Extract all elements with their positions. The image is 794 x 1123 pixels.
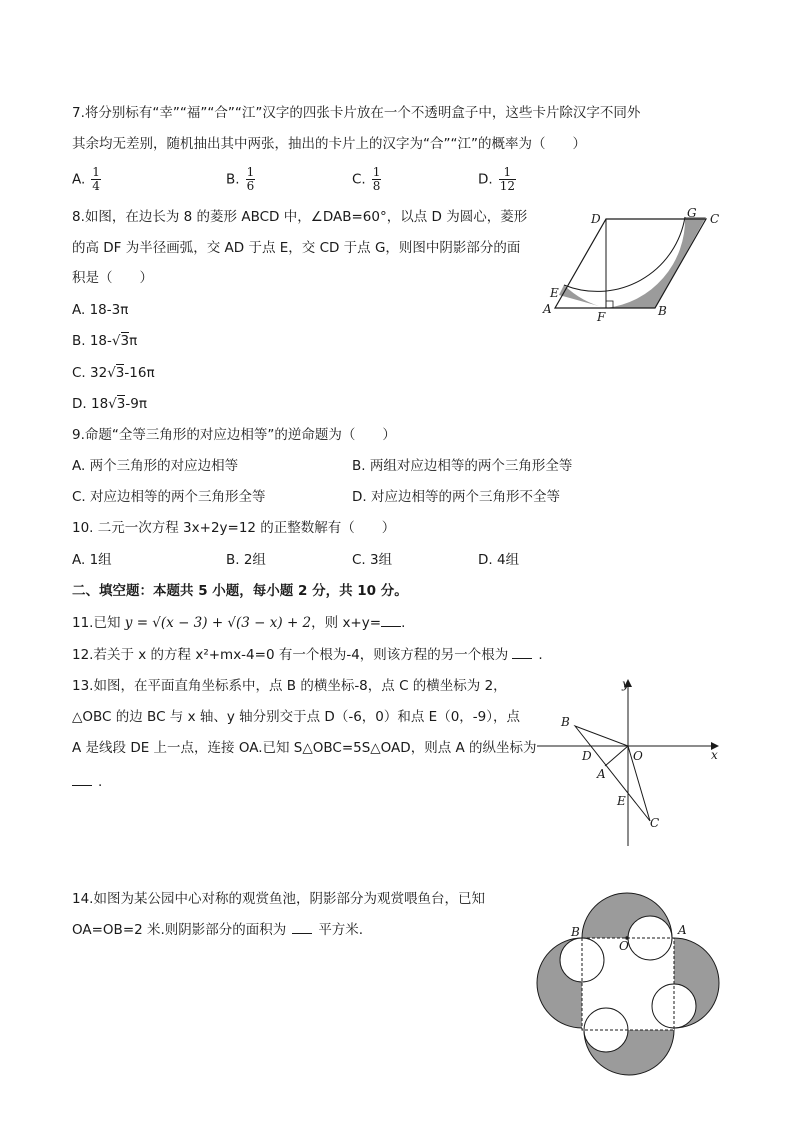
q8-stem-line3: 积是（ ） bbox=[72, 270, 153, 286]
q10-option-b: B. 2组 bbox=[226, 552, 266, 568]
rhombus-abcd bbox=[555, 219, 706, 308]
period: . bbox=[401, 615, 406, 631]
label-y: y bbox=[622, 677, 629, 691]
q14-stem-line2 bbox=[72, 920, 363, 940]
label-a: A bbox=[678, 923, 687, 937]
label-e: E bbox=[550, 286, 559, 300]
option-letter: C. bbox=[352, 171, 366, 188]
q7-option-b bbox=[226, 166, 255, 193]
q12-stem bbox=[72, 645, 543, 665]
label-a: A bbox=[597, 767, 606, 781]
radicand: 3 bbox=[116, 396, 126, 412]
q10-stem: 10. 二元一次方程 3x+2y=12 的正整数解有（ ） bbox=[72, 520, 396, 536]
option-letter: B. bbox=[226, 171, 240, 188]
q8-option-d bbox=[72, 394, 147, 414]
label-d: D bbox=[582, 749, 592, 763]
segment-oa bbox=[605, 746, 628, 766]
q13-stem-line1: 13.如图，在平面直角坐标系中，点 B 的横坐标-8，点 C 的横坐标为 2， bbox=[72, 678, 507, 694]
option-text: -9π bbox=[125, 396, 147, 412]
q14-unit: 平方米. bbox=[318, 922, 364, 938]
q11-stem bbox=[72, 613, 405, 633]
label-o: O bbox=[633, 749, 643, 763]
sqrt-sign: √ bbox=[111, 333, 121, 349]
q11-prefix: 11.已知 bbox=[72, 615, 121, 631]
shaded-region-right bbox=[606, 217, 706, 308]
q14-text: OA=OB=2 米.则阴影部分的面积为 bbox=[72, 922, 287, 938]
label-c: C bbox=[710, 212, 720, 226]
label-x: x bbox=[711, 748, 718, 762]
label-f: F bbox=[597, 310, 606, 324]
q13-coordinate-figure bbox=[535, 674, 735, 854]
q14-fishpond-figure bbox=[535, 890, 735, 1075]
q7-option-c bbox=[352, 166, 381, 193]
sqrt-sign: √ bbox=[108, 396, 117, 412]
label-b: B bbox=[658, 304, 667, 318]
q10-option-a: A. 1组 bbox=[72, 552, 112, 568]
label-o: O bbox=[619, 939, 629, 953]
section-2-title: 二、填空题：本题共 5 小题，每小题 2 分，共 10 分。 bbox=[72, 583, 408, 599]
q8-stem-line1: 8.如图，在边长为 8 的菱形 ABCD 中，∠DAB=60°，以点 D 为圆心，菱形 bbox=[72, 209, 528, 225]
q14-stem-line1: 14.如图为某公园中心对称的观赏鱼池，阴影部分为观赏喂鱼台，已知 bbox=[72, 891, 485, 907]
q10-option-d: D. 4组 bbox=[478, 552, 520, 568]
numerator: 1 bbox=[92, 165, 100, 179]
q7-stem-line1: 7.将分别标有“幸”“福”“合”“江”汉字的四张卡片放在一个不透明盒子中，这些卡片除汉字不同外 bbox=[72, 105, 641, 121]
sqrt-sign: √ bbox=[107, 365, 116, 381]
q12-text: 12.若关于 x 的方程 x²+mx-4=0 有一个根为-4，则该方程的另一个根为 bbox=[72, 647, 509, 663]
q9-option-c: C. 对应边相等的两个三角形全等 bbox=[72, 489, 266, 505]
label-a: A bbox=[543, 302, 552, 316]
option-text: D. 18 bbox=[72, 396, 109, 412]
option-text: -16π bbox=[124, 365, 155, 381]
denominator: 6 bbox=[246, 179, 255, 193]
q8-stem-line2: 的高 DF 为半径画弧，交 AD 于点 E，交 CD 于点 G，则图中阴影部分的面 bbox=[72, 240, 521, 256]
label-d: D bbox=[591, 212, 601, 226]
q11-suffix: ，则 x+y= bbox=[311, 615, 382, 631]
denominator: 8 bbox=[372, 179, 381, 193]
label-e: E bbox=[617, 794, 626, 808]
radicand: 3 bbox=[120, 333, 130, 349]
option-text: B. 18- bbox=[72, 333, 112, 349]
q8-rhombus-figure bbox=[535, 205, 735, 325]
fraction bbox=[91, 166, 101, 193]
q13-tail: . bbox=[98, 774, 103, 790]
numerator: 1 bbox=[372, 165, 381, 179]
q13-stem-line3: A 是线段 DE 上一点，连接 OA.已知 S△OBC=5S△OAD，则点 A 的纵坐标为 bbox=[72, 740, 537, 756]
fraction bbox=[372, 166, 382, 193]
q8-option-a: A. 18-3π bbox=[72, 302, 129, 318]
q9-option-a: A. 两个三角形的对应边相等 bbox=[72, 458, 239, 474]
q12-tail: . bbox=[538, 647, 543, 663]
q9-option-d: D. 对应边相等的两个三角形不全等 bbox=[352, 489, 560, 505]
answer-blank bbox=[512, 645, 532, 659]
numerator: 1 bbox=[246, 165, 255, 179]
option-text: C. 32 bbox=[72, 365, 108, 381]
label-b: B bbox=[561, 715, 570, 729]
q9-stem: 9.命题“全等三角形的对应边相等”的逆命题为（ ） bbox=[72, 427, 396, 443]
triangle-obc bbox=[575, 726, 650, 821]
numerator: 1 bbox=[499, 166, 516, 180]
q8-option-c bbox=[72, 363, 155, 383]
q11-formula: y = √(x − 3) + √(3 − x) + 2 bbox=[124, 615, 312, 631]
q13-stem-line4 bbox=[72, 772, 102, 792]
label-c: C bbox=[650, 816, 660, 830]
fraction bbox=[246, 166, 256, 193]
fraction bbox=[499, 166, 516, 193]
denominator: 12 bbox=[499, 179, 515, 193]
option-letter: D. bbox=[478, 171, 493, 188]
q7-stem-line2: 其余均无差别，随机抽出其中两张，抽出的卡片上的汉字为“合”“江”的概率为（ ） bbox=[72, 136, 586, 152]
q10-option-c: C. 3组 bbox=[352, 552, 393, 568]
q13-stem-line2: △OBC 的边 BC 与 x 轴、y 轴分别交于点 D（-6，0）和点 E（0，-9），点 bbox=[72, 709, 520, 725]
q7-option-d bbox=[478, 166, 516, 193]
answer-blank bbox=[292, 920, 312, 934]
answer-blank bbox=[381, 613, 401, 627]
label-b: B bbox=[571, 925, 580, 939]
denominator: 4 bbox=[92, 179, 100, 193]
q7-option-a bbox=[72, 166, 101, 193]
radicand: 3 bbox=[115, 365, 125, 381]
q8-option-b bbox=[72, 331, 137, 351]
q9-option-b: B. 两组对应边相等的两个三角形全等 bbox=[352, 458, 573, 474]
option-text: π bbox=[129, 333, 138, 349]
label-g: G bbox=[687, 206, 697, 220]
option-letter: A. bbox=[72, 171, 86, 188]
right-angle-mark bbox=[606, 301, 613, 308]
answer-blank bbox=[72, 772, 92, 786]
